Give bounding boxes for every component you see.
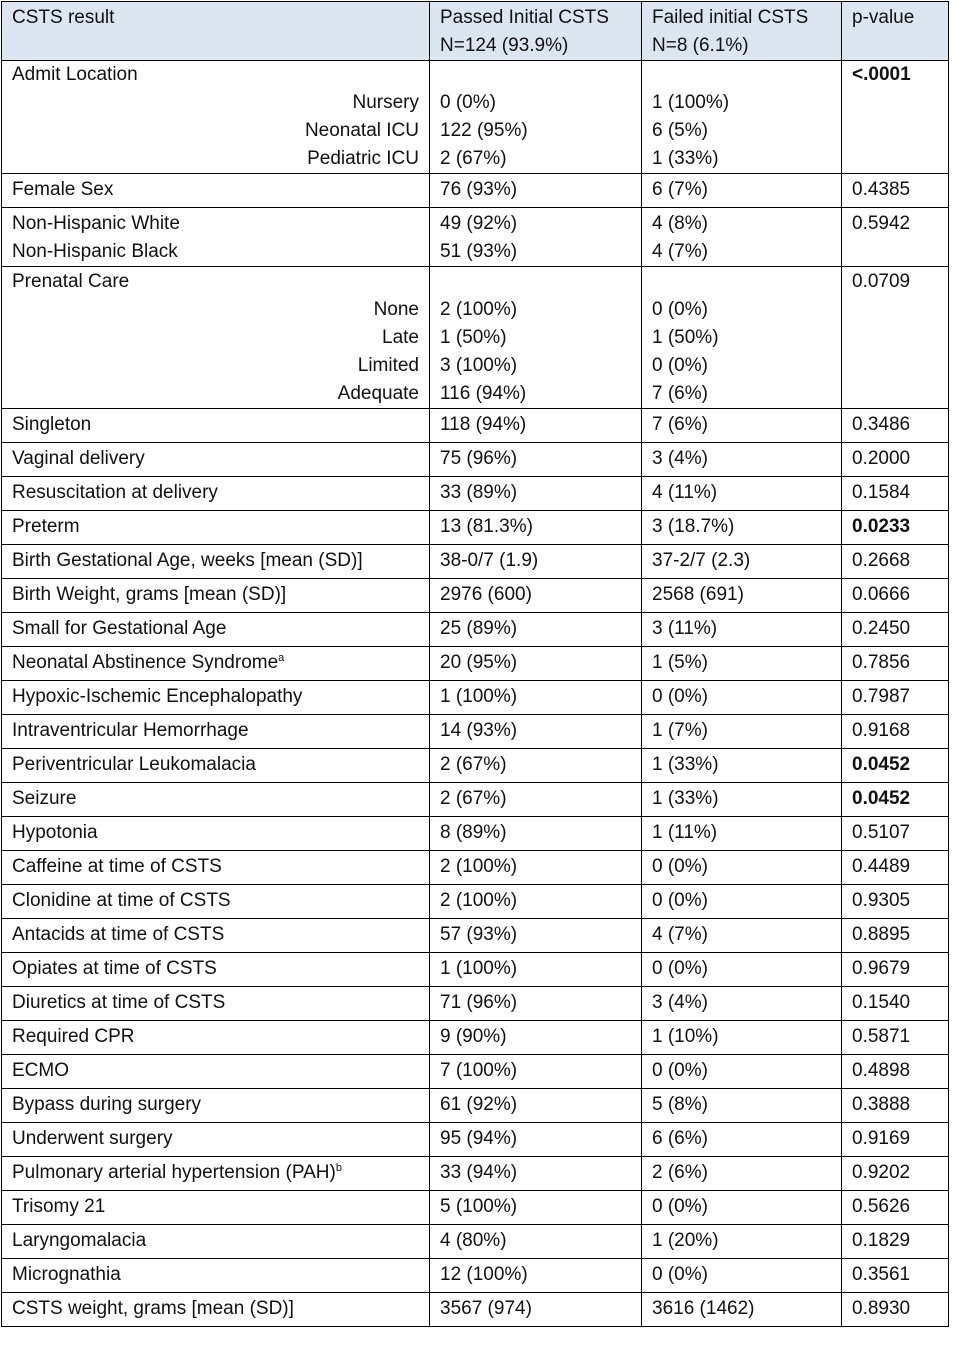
row-label: Resuscitation at delivery (12, 482, 218, 503)
row-label: Laryngomalacia (12, 1230, 147, 1251)
row-label: CSTS weight, grams [mean (SD)] (12, 1298, 294, 1319)
row-failed: 1 (33%) (642, 749, 842, 783)
row-failed: 1 (11%) (642, 817, 842, 851)
row-failed: 37-2/7 (2.3) (642, 545, 842, 579)
row-label: Trisomy 21 (12, 1196, 106, 1217)
table-row-admit-location (2, 61, 949, 174)
table-row (2, 1259, 949, 1293)
row-failed: 0 (0%) (642, 885, 842, 919)
row-label-cell (2, 1123, 430, 1157)
row-passed: 5 (100%) (430, 1191, 642, 1225)
table-row (2, 545, 949, 579)
row-p-value: 0.5107 (842, 817, 949, 851)
row-label: Preterm (12, 516, 80, 537)
admit-label-cell (2, 61, 430, 174)
row-p-value: 0.0666 (842, 579, 949, 613)
row-passed: 95 (94%) (430, 1123, 642, 1157)
prenatal-passed-value: 2 (100%) (440, 299, 518, 320)
row-p-value: 0.9168 (842, 715, 949, 749)
row-failed: 1 (10%) (642, 1021, 842, 1055)
row-label-cell (2, 1225, 430, 1259)
table-row (2, 1225, 949, 1259)
row-label-cell (2, 885, 430, 919)
header-p-value: p-value (842, 2, 949, 61)
table-row (2, 1123, 949, 1157)
table-row (2, 477, 949, 511)
row-passed: 9 (90%) (430, 1021, 642, 1055)
row-failed: 5 (8%) (642, 1089, 842, 1123)
table-row (2, 1157, 949, 1191)
row-label-cell (2, 613, 430, 647)
table-row (2, 885, 949, 919)
row-passed: 1 (100%) (430, 953, 642, 987)
row-label: Hypoxic-Ischemic Encephalopathy (12, 686, 303, 707)
table-row (2, 613, 949, 647)
prenatal-p-value: 0.0709 (842, 267, 949, 409)
row-label: Antacids at time of CSTS (12, 924, 225, 945)
prenatal-sub-label: None (373, 299, 419, 320)
table-row (2, 579, 949, 613)
row-p-value: 0.8895 (842, 919, 949, 953)
prenatal-sub-label: Limited (357, 355, 419, 376)
race-failed-value: 4 (7%) (652, 241, 708, 262)
table-row (2, 681, 949, 715)
footnote-marker: b (335, 1162, 342, 1174)
admit-location-label: Admit Location (12, 64, 138, 85)
table-row (2, 1191, 949, 1225)
header-failed-title: Failed initial CSTS (652, 7, 809, 28)
row-failed: 6 (7%) (642, 174, 842, 208)
row-p-value: 0.7987 (842, 681, 949, 715)
race-passed-cell (430, 208, 642, 267)
table-row (2, 647, 949, 681)
row-failed: 3 (4%) (642, 987, 842, 1021)
race-failed-cell (642, 208, 842, 267)
row-p-value: 0.2450 (842, 613, 949, 647)
csts-results-table (1, 1, 949, 1327)
row-label: Neonatal Abstinence Syndrome (12, 652, 279, 673)
row-failed: 2568 (691) (642, 579, 842, 613)
row-passed: 7 (100%) (430, 1055, 642, 1089)
row-label-cell (2, 1191, 430, 1225)
row-label: Opiates at time of CSTS (12, 958, 217, 979)
row-p-value: 0.2000 (842, 443, 949, 477)
row-label-cell (2, 919, 430, 953)
admit-failed-value: 1 (33%) (652, 148, 719, 169)
header-failed (642, 2, 842, 61)
row-label: Pulmonary arterial hypertension (PAH) (12, 1162, 336, 1183)
row-p-value: 0.0452 (842, 749, 949, 783)
prenatal-passed-cell (430, 267, 642, 409)
row-failed: 6 (6%) (642, 1123, 842, 1157)
row-p-value: 0.2668 (842, 545, 949, 579)
row-label: Underwent surgery (12, 1128, 173, 1149)
row-failed: 0 (0%) (642, 681, 842, 715)
footnote-marker: a (278, 652, 285, 664)
row-failed: 4 (11%) (642, 477, 842, 511)
admit-passed-value: 2 (67%) (440, 148, 507, 169)
prenatal-sub-label: Adequate (337, 383, 419, 404)
row-label-cell (2, 817, 430, 851)
table-row-female-sex (2, 174, 949, 208)
table-row (2, 749, 949, 783)
header-passed-title: Passed Initial CSTS (440, 7, 609, 28)
row-p-value: 0.7856 (842, 647, 949, 681)
header-passed-n: N=124 (93.9%) (440, 35, 569, 56)
prenatal-failed-value: 7 (6%) (652, 383, 708, 404)
row-label: Intraventricular Hemorrhage (12, 720, 249, 741)
row-p-value: 0.1540 (842, 987, 949, 1021)
table-row (2, 919, 949, 953)
row-label-cell (2, 477, 430, 511)
table-row (2, 715, 949, 749)
table-row (2, 953, 949, 987)
race-label-cell (2, 208, 430, 267)
row-passed: 2 (67%) (430, 749, 642, 783)
admit-passed-value: 0 (0%) (440, 92, 496, 113)
admit-failed-value: 6 (5%) (652, 120, 708, 141)
row-label-cell (2, 953, 430, 987)
row-p-value: 0.8930 (842, 1293, 949, 1327)
admit-passed-value: 122 (95%) (440, 120, 528, 141)
header-csts-result: CSTS result (2, 2, 430, 61)
table-row (2, 1293, 949, 1327)
admit-passed-cell (430, 61, 642, 174)
prenatal-sub-label: Late (382, 327, 419, 348)
row-label-cell (2, 647, 430, 681)
row-failed: 7 (6%) (642, 409, 842, 443)
admit-sub-label: Nursery (352, 92, 419, 113)
row-label: Small for Gestational Age (12, 618, 227, 639)
race-label: Non-Hispanic Black (12, 241, 178, 262)
row-label: Birth Gestational Age, weeks [mean (SD)] (12, 550, 363, 571)
row-failed: 0 (0%) (642, 1191, 842, 1225)
row-passed: 57 (93%) (430, 919, 642, 953)
row-label: Singleton (12, 414, 92, 435)
row-label-cell (2, 511, 430, 545)
row-p-value: 0.4898 (842, 1055, 949, 1089)
admit-failed-value: 1 (100%) (652, 92, 730, 113)
row-failed: 1 (20%) (642, 1225, 842, 1259)
row-passed: 1 (100%) (430, 681, 642, 715)
table-row (2, 783, 949, 817)
row-passed: 12 (100%) (430, 1259, 642, 1293)
row-passed: 38-0/7 (1.9) (430, 545, 642, 579)
row-p-value: 0.4489 (842, 851, 949, 885)
row-passed: 14 (93%) (430, 715, 642, 749)
admit-sub-label: Neonatal ICU (304, 120, 419, 141)
row-passed: 71 (96%) (430, 987, 642, 1021)
row-passed: 76 (93%) (430, 174, 642, 208)
row-label: Caffeine at time of CSTS (12, 856, 222, 877)
row-label: Periventricular Leukomalacia (12, 754, 256, 775)
race-label: Non-Hispanic White (12, 213, 180, 234)
header-passed (430, 2, 642, 61)
row-label-cell (2, 1055, 430, 1089)
table-row (2, 851, 949, 885)
row-label: Seizure (12, 788, 77, 809)
row-p-value: 0.1584 (842, 477, 949, 511)
row-label-cell (2, 1157, 430, 1191)
row-passed: 75 (96%) (430, 443, 642, 477)
race-failed-value: 4 (8%) (652, 213, 708, 234)
row-passed: 2 (100%) (430, 885, 642, 919)
row-label-cell (2, 409, 430, 443)
row-failed: 2 (6%) (642, 1157, 842, 1191)
row-failed: 1 (5%) (642, 647, 842, 681)
row-label-cell (2, 545, 430, 579)
row-p-value: 0.5871 (842, 1021, 949, 1055)
row-failed: 4 (7%) (642, 919, 842, 953)
row-passed: 2 (100%) (430, 851, 642, 885)
row-label: Required CPR (12, 1026, 135, 1047)
race-passed-value: 49 (92%) (440, 213, 518, 234)
prenatal-passed-value: 3 (100%) (440, 355, 518, 376)
row-passed: 13 (81.3%) (430, 511, 642, 545)
row-label-cell (2, 749, 430, 783)
row-passed: 2976 (600) (430, 579, 642, 613)
header-failed-n: N=8 (6.1%) (652, 35, 749, 56)
prenatal-passed-value: 116 (94%) (440, 383, 527, 404)
simple-rows (2, 409, 949, 1327)
prenatal-passed-value: 1 (50%) (440, 327, 507, 348)
row-p-value: 0.9679 (842, 953, 949, 987)
row-label-cell (2, 851, 430, 885)
table-row (2, 1089, 949, 1123)
row-passed: 8 (89%) (430, 817, 642, 851)
prenatal-failed-value: 1 (50%) (652, 327, 719, 348)
admit-failed-cell (642, 61, 842, 174)
admit-p-value: <.0001 (842, 61, 949, 174)
table-row (2, 987, 949, 1021)
row-failed: 3 (18.7%) (642, 511, 842, 545)
row-p-value: 0.3888 (842, 1089, 949, 1123)
row-p-value: 0.5626 (842, 1191, 949, 1225)
prenatal-care-label: Prenatal Care (12, 271, 130, 292)
row-failed: 0 (0%) (642, 953, 842, 987)
row-passed: 118 (94%) (430, 409, 642, 443)
row-label-cell (2, 1089, 430, 1123)
row-p-value: 0.4385 (842, 174, 949, 208)
prenatal-failed-cell (642, 267, 842, 409)
row-passed: 33 (94%) (430, 1157, 642, 1191)
race-passed-value: 51 (93%) (440, 241, 518, 262)
row-label: Vaginal delivery (12, 448, 145, 469)
row-label-cell (2, 579, 430, 613)
row-label-cell (2, 1293, 430, 1327)
row-passed: 3567 (974) (430, 1293, 642, 1327)
table-row (2, 1055, 949, 1089)
race-p-value: 0.5942 (842, 208, 949, 267)
row-p-value: 0.1829 (842, 1225, 949, 1259)
table-row (2, 443, 949, 477)
row-p-value: 0.3486 (842, 409, 949, 443)
row-passed: 20 (95%) (430, 647, 642, 681)
row-label-cell (2, 1021, 430, 1055)
row-p-value: 0.9305 (842, 885, 949, 919)
table-row (2, 409, 949, 443)
table-row (2, 1021, 949, 1055)
row-label: ECMO (12, 1060, 69, 1081)
row-label-cell (2, 715, 430, 749)
row-failed: 1 (7%) (642, 715, 842, 749)
table-row-prenatal-care (2, 267, 949, 409)
table-row (2, 817, 949, 851)
row-passed: 2 (67%) (430, 783, 642, 817)
row-label-cell (2, 1259, 430, 1293)
row-passed: 33 (89%) (430, 477, 642, 511)
row-label-cell (2, 681, 430, 715)
prenatal-failed-value: 0 (0%) (652, 299, 708, 320)
row-p-value: 0.0233 (842, 511, 949, 545)
row-p-value: 0.9169 (842, 1123, 949, 1157)
row-label: Bypass during surgery (12, 1094, 202, 1115)
row-failed: 0 (0%) (642, 851, 842, 885)
row-failed: 3616 (1462) (642, 1293, 842, 1327)
row-label-cell (2, 443, 430, 477)
row-label: Clonidine at time of CSTS (12, 890, 231, 911)
row-passed: 61 (92%) (430, 1089, 642, 1123)
row-label: Birth Weight, grams [mean (SD)] (12, 584, 287, 605)
row-p-value: 0.3561 (842, 1259, 949, 1293)
row-failed: 1 (33%) (642, 783, 842, 817)
admit-sub-label: Pediatric ICU (307, 148, 419, 169)
row-p-value: 0.9202 (842, 1157, 949, 1191)
row-p-value: 0.0452 (842, 783, 949, 817)
table-row-race (2, 208, 949, 267)
row-label: Micrognathia (12, 1264, 121, 1285)
row-failed: 0 (0%) (642, 1055, 842, 1089)
prenatal-label-cell (2, 267, 430, 409)
row-failed: 3 (11%) (642, 613, 842, 647)
table-header-row (2, 2, 949, 61)
row-failed: 3 (4%) (642, 443, 842, 477)
row-label-cell (2, 987, 430, 1021)
prenatal-failed-value: 0 (0%) (652, 355, 708, 376)
row-failed: 0 (0%) (642, 1259, 842, 1293)
table-row (2, 511, 949, 545)
row-label-cell (2, 783, 430, 817)
row-label: Hypotonia (12, 822, 98, 843)
row-label: Diuretics at time of CSTS (12, 992, 226, 1013)
row-label: Female Sex (2, 174, 430, 208)
row-passed: 4 (80%) (430, 1225, 642, 1259)
row-passed: 25 (89%) (430, 613, 642, 647)
